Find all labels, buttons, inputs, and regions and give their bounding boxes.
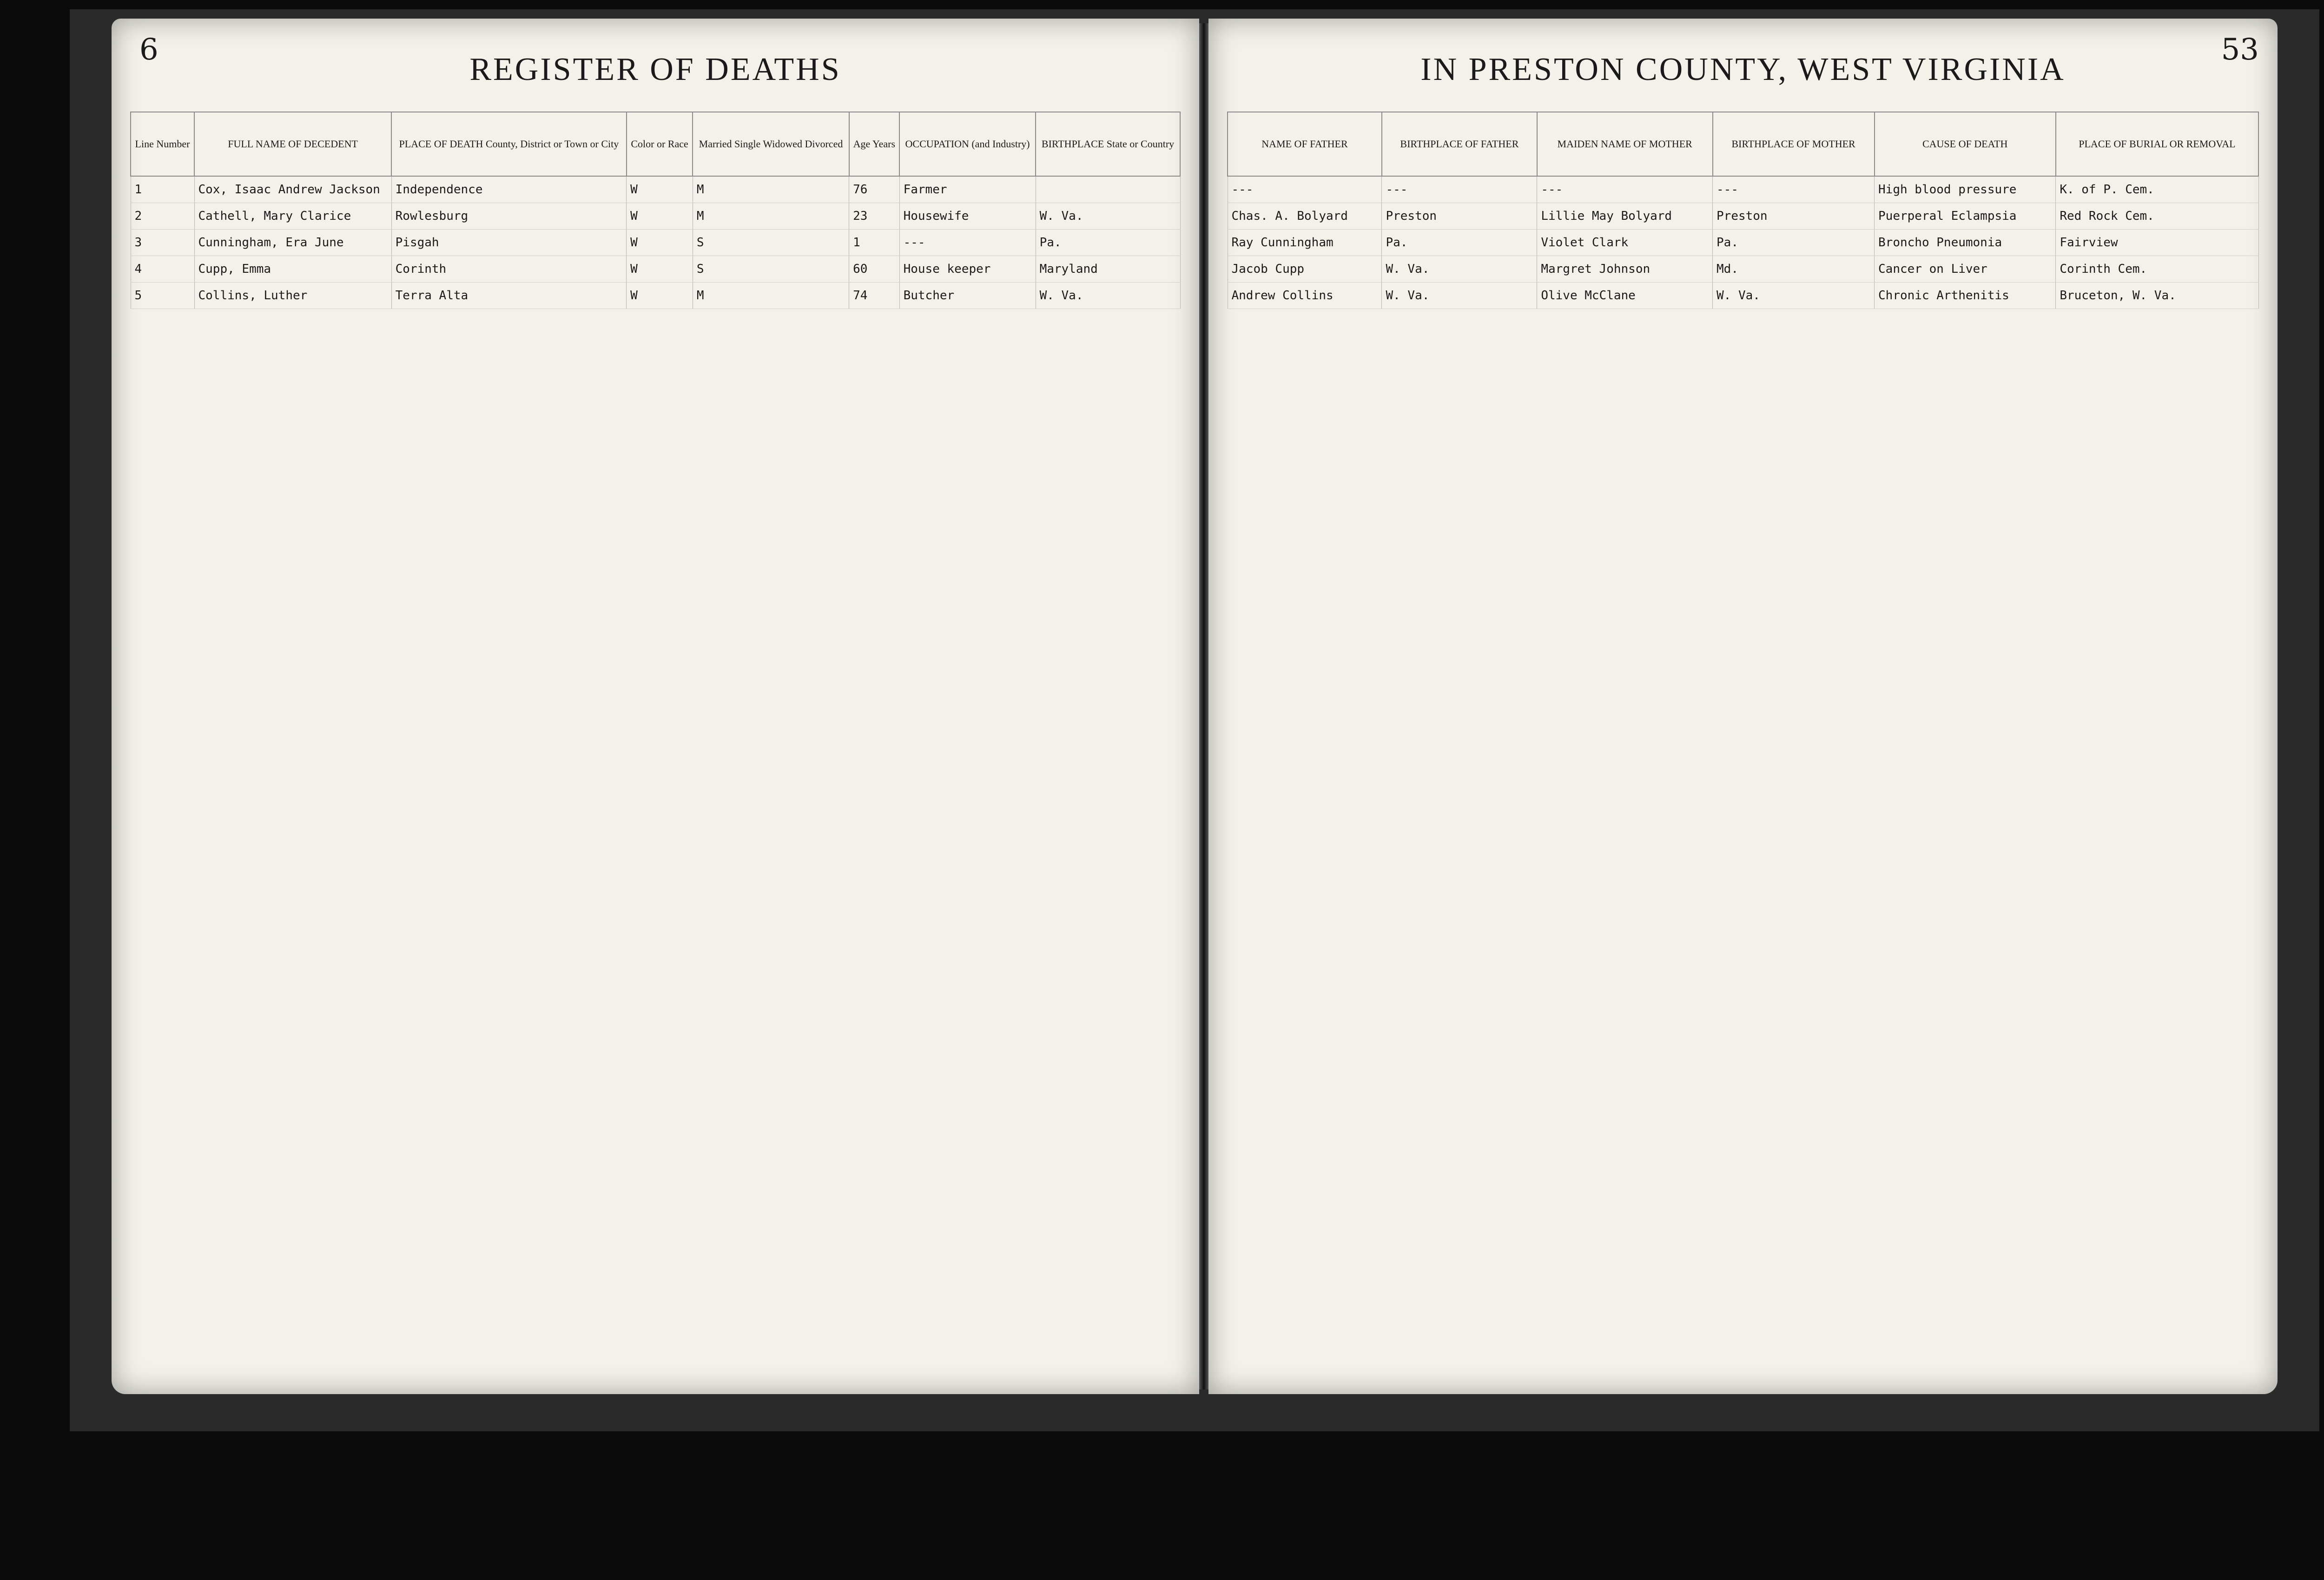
register-cell: Corinth Cem. [2056, 256, 2258, 283]
register-cell: W [627, 256, 693, 283]
column-header: PLACE OF BURIAL OR REMOVAL [2056, 112, 2258, 176]
book-spine [1199, 23, 1208, 1389]
register-cell: Lillie May Bolyard [1537, 203, 1713, 230]
register-cell: Collins, Luther [194, 283, 391, 309]
register-row [1228, 176, 2258, 203]
column-header: CAUSE OF DEATH [1875, 112, 2056, 176]
register-cell: Andrew Collins [1228, 283, 1382, 309]
column-header: NAME OF FATHER [1228, 112, 1382, 176]
register-cell: Puerperal Eclampsia [1875, 203, 2056, 230]
register-cell: Pa. [1382, 230, 1537, 256]
column-header: PLACE OF DEATH County, District or Town or City [391, 112, 627, 176]
register-cell: 60 [849, 256, 899, 283]
register-cell: W. Va. [1382, 256, 1537, 283]
register-cell: 23 [849, 203, 899, 230]
register-cell: Chronic Arthenitis [1875, 283, 2056, 309]
register-cell: W [627, 176, 693, 203]
register-cell: Rowlesburg [391, 203, 627, 230]
register-cell: Butcher [899, 283, 1036, 309]
column-header: BIRTHPLACE OF FATHER [1382, 112, 1537, 176]
register-row [131, 283, 1180, 309]
register-cell: Cathell, Mary Clarice [194, 203, 391, 230]
register-cell: Cancer on Liver [1875, 256, 2056, 283]
left-page-number: 6 [139, 33, 158, 67]
right-register-table [1227, 112, 2259, 309]
register-row [1228, 256, 2258, 283]
register-row [1228, 283, 2258, 309]
register-cell: --- [1382, 176, 1537, 203]
column-header: Color or Race [627, 112, 693, 176]
right-page-title: IN PRESTON COUNTY, WEST VIRGINIA [1420, 52, 2066, 87]
register-cell: 5 [131, 283, 194, 309]
left-page [112, 19, 1199, 1394]
column-header: BIRTHPLACE State or Country [1036, 112, 1180, 176]
register-cell: --- [899, 230, 1036, 256]
register-cell: Bruceton, W. Va. [2056, 283, 2258, 309]
register-cell: Independence [391, 176, 627, 203]
register-row [131, 230, 1180, 256]
column-header: FULL NAME OF DECEDENT [194, 112, 391, 176]
register-cell: Housewife [899, 203, 1036, 230]
register-cell: Preston [1382, 203, 1537, 230]
register-cell: Fairview [2056, 230, 2258, 256]
register-row [1228, 230, 2258, 256]
register-cell: 76 [849, 176, 899, 203]
register-cell: Red Rock Cem. [2056, 203, 2258, 230]
register-row [1228, 203, 2258, 230]
register-cell: W [627, 283, 693, 309]
register-cell: Cox, Isaac Andrew Jackson [194, 176, 391, 203]
register-cell: W [627, 230, 693, 256]
register-cell: Pisgah [391, 230, 627, 256]
register-cell: K. of P. Cem. [2056, 176, 2258, 203]
register-cell: Corinth [391, 256, 627, 283]
register-cell: Pa. [1036, 230, 1180, 256]
ledger-book [70, 9, 2319, 1431]
register-cell: Farmer [899, 176, 1036, 203]
register-cell: 1 [849, 230, 899, 256]
register-cell: Maryland [1036, 256, 1180, 283]
register-cell: Broncho Pneumonia [1875, 230, 2056, 256]
register-cell: Md. [1713, 256, 1875, 283]
register-cell: House keeper [899, 256, 1036, 283]
register-cell: W [627, 203, 693, 230]
register-cell: 3 [131, 230, 194, 256]
register-row [131, 176, 1180, 203]
register-cell: 1 [131, 176, 194, 203]
register-row [131, 256, 1180, 283]
register-cell: S [693, 256, 849, 283]
register-cell: Preston [1713, 203, 1875, 230]
register-cell: W. Va. [1036, 203, 1180, 230]
register-cell: --- [1713, 176, 1875, 203]
left-page-title: REGISTER OF DEATHS [469, 52, 841, 87]
register-cell: High blood pressure [1875, 176, 2056, 203]
register-cell [1036, 176, 1180, 203]
left-register-table [130, 112, 1181, 309]
register-cell: Terra Alta [391, 283, 627, 309]
register-cell: --- [1537, 176, 1713, 203]
register-cell: Violet Clark [1537, 230, 1713, 256]
register-cell: M [693, 283, 849, 309]
column-header: Line Number [131, 112, 194, 176]
register-cell: Cupp, Emma [194, 256, 391, 283]
column-header: OCCUPATION (and Industry) [899, 112, 1036, 176]
register-cell: 4 [131, 256, 194, 283]
register-cell: Pa. [1713, 230, 1875, 256]
register-cell: Margret Johnson [1537, 256, 1713, 283]
column-header: Age Years [849, 112, 899, 176]
register-cell: M [693, 203, 849, 230]
register-cell: Ray Cunningham [1228, 230, 1382, 256]
right-page [1208, 19, 2278, 1394]
column-header: MAIDEN NAME OF MOTHER [1537, 112, 1713, 176]
register-cell: --- [1228, 176, 1382, 203]
register-row [131, 203, 1180, 230]
register-cell: Olive McClane [1537, 283, 1713, 309]
column-header: BIRTHPLACE OF MOTHER [1713, 112, 1875, 176]
register-cell: S [693, 230, 849, 256]
register-cell: W. Va. [1382, 283, 1537, 309]
register-cell: 74 [849, 283, 899, 309]
register-cell: W. Va. [1036, 283, 1180, 309]
register-cell: Cunningham, Era June [194, 230, 391, 256]
register-cell: Chas. A. Bolyard [1228, 203, 1382, 230]
register-cell: Jacob Cupp [1228, 256, 1382, 283]
register-cell: 2 [131, 203, 194, 230]
column-header: Married Single Widowed Divorced [693, 112, 849, 176]
register-cell: M [693, 176, 849, 203]
register-cell: W. Va. [1713, 283, 1875, 309]
right-page-number: 53 [2221, 33, 2259, 67]
